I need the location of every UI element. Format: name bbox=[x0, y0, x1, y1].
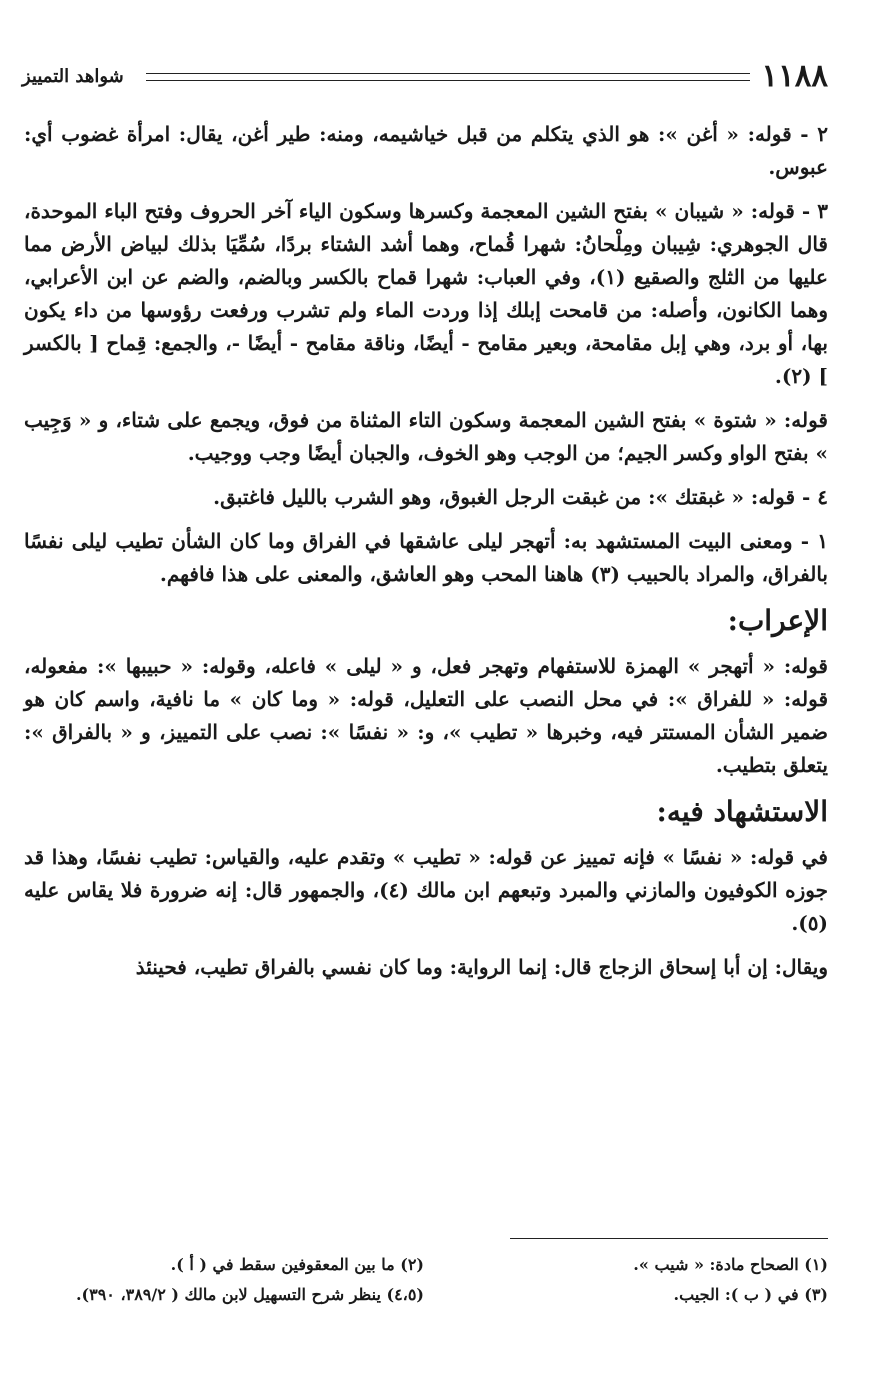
paragraph-note-2: ٢ - قوله: « أغن »: هو الذي يتكلم من قبل خياشيمه، ومنه: طير أغن، يقال: امرأة غضوب أي: عبوس. bbox=[24, 122, 828, 179]
main-text bbox=[24, 118, 828, 995]
page-number: ١١٨٨ bbox=[761, 58, 828, 94]
heading-istishhad: الاستشهاد فيه: bbox=[656, 795, 828, 828]
footnote-2: (٢) ما بين المعقوفين سقط في ( أ ). bbox=[170, 1255, 424, 1274]
footnotes bbox=[24, 1250, 828, 1310]
paragraph-meaning: ١ - ومعنى البيت المستشهد به: أتهجر ليلى عاشقها في الفراق وما كان الشأن تطيب ليلى نفسًا بالفراق، والمراد بالحبيب (٣) هاهنا المحب وهو العاشق، والمعنى على هذا فافهم. bbox=[24, 529, 828, 586]
page-header bbox=[22, 54, 828, 94]
paragraph-irab: قوله: « أتهجر » الهمزة للاستفهام وتهجر فعل، و « ليلى » فاعله، وقوله: « حبيبها »: مفعوله، قوله: « للفراق »: في محل النصب على التعليل، قوله: « وما كان » ما نافية، واسم كان هو ضمير الشأن المستتر فيه، وخبرها « تطيب »، و: « نفسًا »: نصب على التمييز، و « بالفراق »: يتعلق بتطيب. bbox=[24, 654, 828, 777]
paragraph-shatwa: قوله: « شتوة » بفتح الشين المعجمة وسكون التاء المثناة من فوق، ويجمع على شتاء، و « وَجِيب » بفتح الواو وكسر الجيم؛ من الوجب وهو الخوف، والجبان أيضًا وجب ووجيب. bbox=[24, 408, 828, 465]
paragraph-note-4: ٤ - قوله: « غبقتك »: من غبقت الرجل الغبوق، وهو الشرب بالليل فاغتبق. bbox=[213, 485, 828, 509]
heading-irab: الإعراب: bbox=[727, 604, 828, 637]
running-title: شواهد التمييز bbox=[22, 66, 124, 87]
paragraph-istishhad-2: ويقال: إن أبا إسحاق الزجاج قال: إنما الرواية: وما كان نفسي بالفراق تطيب، فحينئذ bbox=[135, 955, 828, 979]
paragraph-istishhad-1: في قوله: « نفسًا » فإنه تمييز عن قوله: « تطيب » وتقدم عليه، والقياس: تطيب نفسًا، وهذا قد جوزه الكوفيون والمازني والمبرد وتبعهم ابن مالك (٤)، والجمهور قال: إنه ضرورة فلا يقاس عليه (٥). bbox=[24, 845, 828, 935]
footnote-divider bbox=[510, 1238, 828, 1239]
footnote-1: (١) الصحاح مادة: « شيب ». bbox=[633, 1255, 828, 1274]
header-rule bbox=[146, 73, 750, 81]
paragraph-note-3: ٣ - قوله: « شيبان » بفتح الشين المعجمة وكسرها وسكون الياء آخر الحروف وفتح الباء الموحدة، قال الجوهري: شِيبان ومِلْحانُ: شهرا قُماح، وهما أشد الشتاء بردًا، سُمِّيَا بذلك لبياض الأرض مما عليها من الثلج والصقيع (١)، وفي العباب: شهرا قماح بالكسر وبالضم، والضم عن ابن الأعرابي، وهما الكانون، وأصله: من قامحت إبلك إذا وردت الماء ولم تشرب ورفعت رؤوسها من داء يكون بها، أو برد، وهي إبل مقامحة، وبعير مقامح - أيضًا، وناقة مقامح - أيضًا -، والجمع: قِماح [ بالكسر ] (٢). bbox=[24, 199, 828, 388]
footnote-4-5: (٤،٥) ينظر شرح التسهيل لابن مالك ( ٣٨٩/٢، ٣٩٠). bbox=[75, 1285, 424, 1304]
footnote-3: (٣) في ( ب ): الجيب. bbox=[673, 1285, 828, 1304]
